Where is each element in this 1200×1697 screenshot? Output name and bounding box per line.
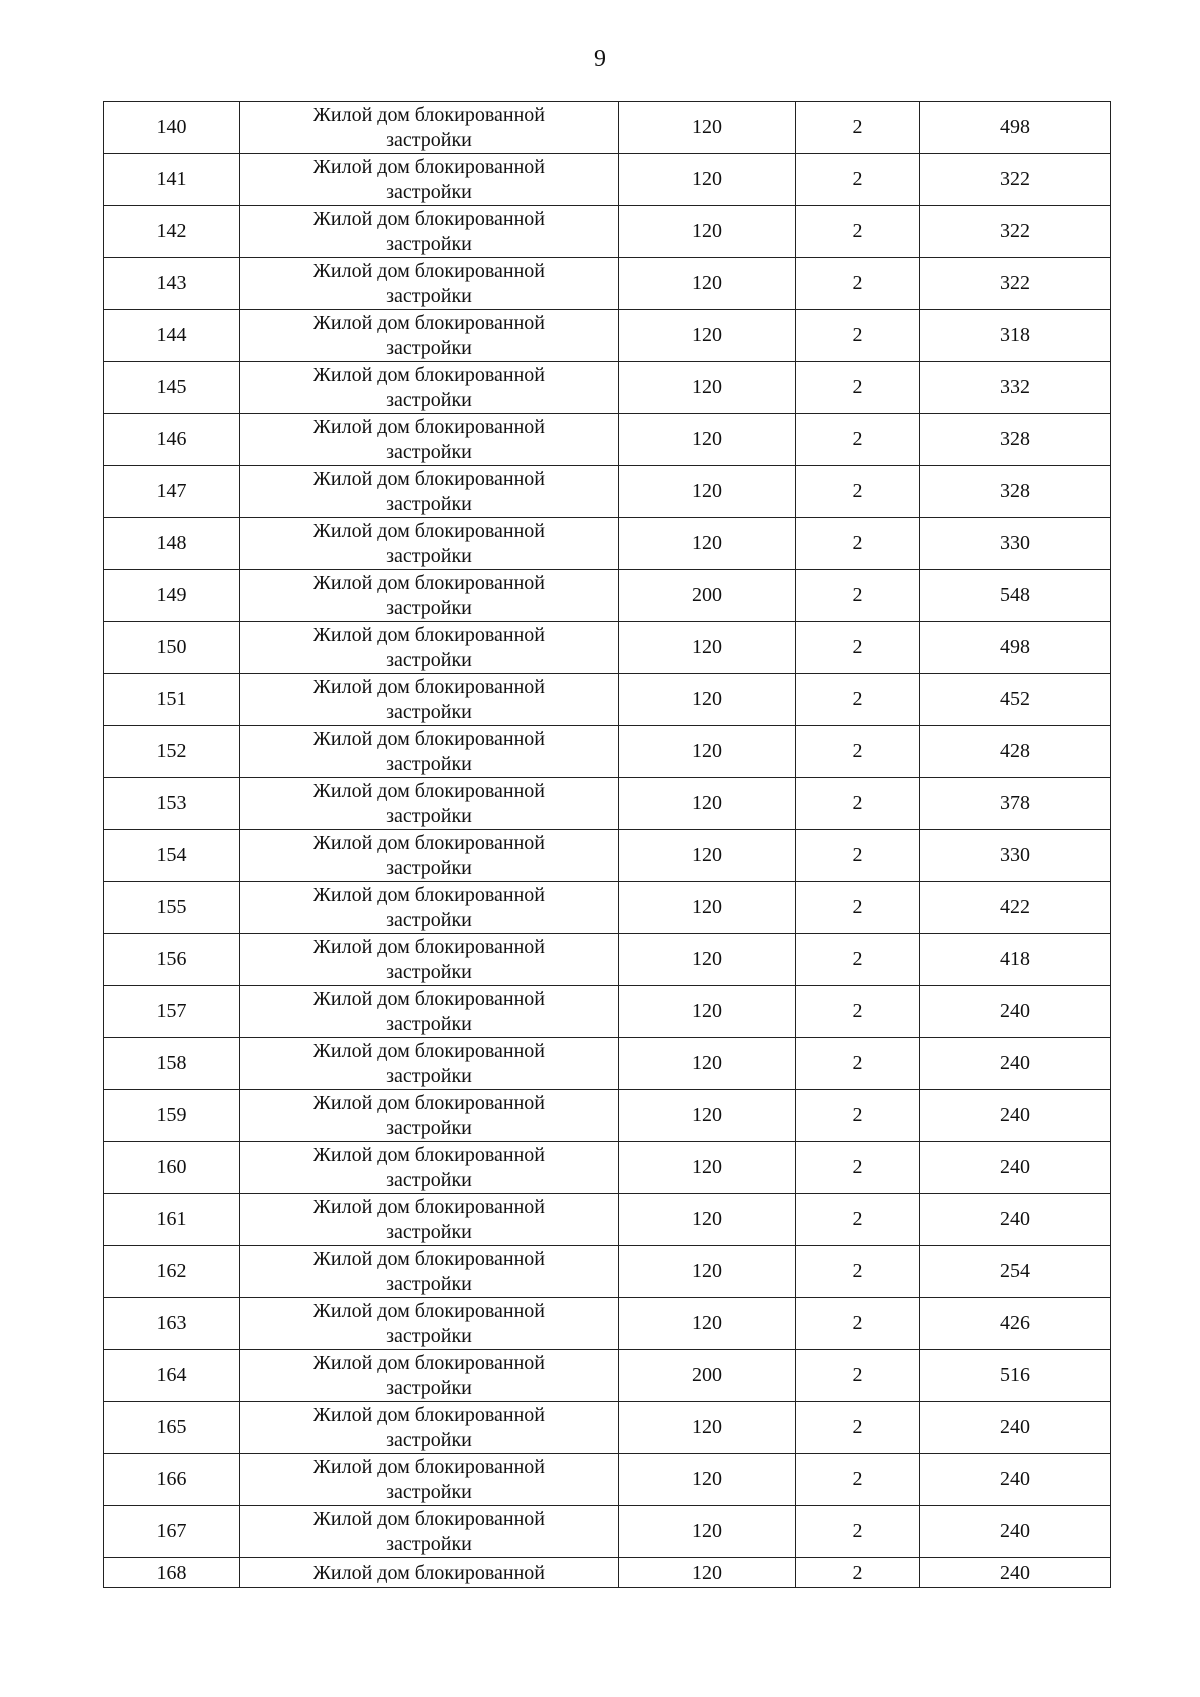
row-number-cell: 148 [104,518,240,570]
column-3-cell: 120 [619,1038,796,1090]
row-number-cell: 145 [104,362,240,414]
column-3-cell: 200 [619,570,796,622]
row-number-cell: 157 [104,986,240,1038]
column-4-cell: 2 [796,102,920,154]
row-number-cell: 154 [104,830,240,882]
building-type-line: Жилой дом блокированной [312,467,545,490]
table-row [104,518,1111,570]
table-body [104,102,1111,1588]
table-row [104,1558,1111,1588]
row-number-cell: 141 [104,154,240,206]
building-type-line: Жилой дом блокированной [312,1455,545,1478]
building-type-line: застройки [386,1480,472,1503]
table-row [104,414,1111,466]
column-5-cell: 322 [920,206,1111,258]
building-type-line: застройки [386,804,472,827]
column-5-cell: 328 [920,466,1111,518]
building-type-cell [240,154,619,206]
table-row [104,1246,1111,1298]
column-5-cell: 240 [920,1194,1111,1246]
column-3-cell: 120 [619,934,796,986]
building-type-line: застройки [386,1324,472,1347]
table-row [104,1090,1111,1142]
column-4-cell: 2 [796,206,920,258]
building-type-line: Жилой дом блокированной [312,415,545,438]
column-4-cell: 2 [796,778,920,830]
column-5-cell: 426 [920,1298,1111,1350]
column-5-cell: 422 [920,882,1111,934]
column-3-cell: 120 [619,1454,796,1506]
column-3-cell: 120 [619,414,796,466]
column-3-cell: 120 [619,154,796,206]
building-type-cell [240,1402,619,1454]
row-number-cell: 162 [104,1246,240,1298]
column-4-cell: 2 [796,622,920,674]
building-type-cell [240,830,619,882]
table-row [104,258,1111,310]
column-3-cell: 120 [619,1506,796,1558]
building-type-line: Жилой дом блокированной [312,259,545,282]
table-row [104,1506,1111,1558]
building-type-line: Жилой дом блокированной [312,987,545,1010]
column-5-cell: 428 [920,726,1111,778]
table-row [104,570,1111,622]
row-number-cell: 151 [104,674,240,726]
building-type-cell [240,986,619,1038]
building-type-line: Жилой дом блокированной [312,1561,545,1584]
building-type-cell [240,1558,619,1588]
table-row [104,1142,1111,1194]
table-row [104,726,1111,778]
column-3-cell: 120 [619,362,796,414]
column-4-cell: 2 [796,310,920,362]
building-type-line: Жилой дом блокированной [312,103,545,126]
table-row [104,674,1111,726]
column-3-cell: 120 [619,258,796,310]
column-4-cell: 2 [796,882,920,934]
column-5-cell: 240 [920,1454,1111,1506]
column-5-cell: 330 [920,518,1111,570]
building-type-line: застройки [386,596,472,619]
building-type-cell [240,622,619,674]
column-5-cell: 318 [920,310,1111,362]
column-4-cell: 2 [796,1506,920,1558]
building-type-line: Жилой дом блокированной [312,1351,545,1374]
column-4-cell: 2 [796,154,920,206]
table-row [104,934,1111,986]
row-number-cell: 168 [104,1558,240,1588]
column-3-cell: 120 [619,986,796,1038]
building-type-line: Жилой дом блокированной [312,727,545,750]
column-3-cell: 120 [619,778,796,830]
table-row [104,154,1111,206]
row-number-cell: 158 [104,1038,240,1090]
column-3-cell: 120 [619,466,796,518]
building-type-line: Жилой дом блокированной [312,935,545,958]
column-3-cell: 120 [619,830,796,882]
column-3-cell: 120 [619,1142,796,1194]
table-row [104,1038,1111,1090]
column-5-cell: 452 [920,674,1111,726]
building-type-cell [240,778,619,830]
building-type-cell [240,570,619,622]
column-3-cell: 120 [619,674,796,726]
building-type-line: застройки [386,856,472,879]
table-row [104,206,1111,258]
column-3-cell: 120 [619,310,796,362]
table-row [104,1298,1111,1350]
buildings-table [103,101,1111,1588]
building-type-line: застройки [386,388,472,411]
column-3-cell: 120 [619,622,796,674]
building-type-cell [240,1194,619,1246]
column-4-cell: 2 [796,1038,920,1090]
building-type-cell [240,1142,619,1194]
building-type-line: застройки [386,1012,472,1035]
row-number-cell: 163 [104,1298,240,1350]
column-3-cell: 120 [619,102,796,154]
building-type-line: Жилой дом блокированной [312,1403,545,1426]
column-4-cell: 2 [796,466,920,518]
building-type-line: Жилой дом блокированной [312,675,545,698]
building-type-cell [240,518,619,570]
building-type-line: Жилой дом блокированной [312,1299,545,1322]
row-number-cell: 153 [104,778,240,830]
row-number-cell: 144 [104,310,240,362]
column-5-cell: 240 [920,1558,1111,1588]
building-type-cell [240,726,619,778]
row-number-cell: 143 [104,258,240,310]
column-4-cell: 2 [796,1402,920,1454]
building-type-cell [240,466,619,518]
building-type-line: застройки [386,1220,472,1243]
row-number-cell: 140 [104,102,240,154]
building-type-line: застройки [386,1272,472,1295]
table-row [104,102,1111,154]
building-type-line: застройки [386,960,472,983]
column-4-cell: 2 [796,1558,920,1588]
column-5-cell: 240 [920,1142,1111,1194]
building-type-line: застройки [386,492,472,515]
table-row [104,622,1111,674]
building-type-line: застройки [386,232,472,255]
column-3-cell: 120 [619,1194,796,1246]
column-4-cell: 2 [796,362,920,414]
column-4-cell: 2 [796,830,920,882]
column-5-cell: 240 [920,986,1111,1038]
page-number: 9 [594,46,606,72]
column-5-cell: 330 [920,830,1111,882]
column-4-cell: 2 [796,1194,920,1246]
building-type-cell [240,1506,619,1558]
building-type-cell [240,362,619,414]
column-5-cell: 332 [920,362,1111,414]
building-type-cell [240,1090,619,1142]
row-number-cell: 155 [104,882,240,934]
row-number-cell: 152 [104,726,240,778]
building-type-cell [240,102,619,154]
building-type-line: застройки [386,700,472,723]
table-row [104,310,1111,362]
building-type-cell [240,674,619,726]
building-type-line: Жилой дом блокированной [312,207,545,230]
row-number-cell: 142 [104,206,240,258]
column-3-cell: 120 [619,1246,796,1298]
building-type-cell [240,414,619,466]
column-4-cell: 2 [796,934,920,986]
table-row [104,830,1111,882]
building-type-cell [240,206,619,258]
column-5-cell: 240 [920,1090,1111,1142]
column-4-cell: 2 [796,674,920,726]
building-type-line: застройки [386,752,472,775]
column-4-cell: 2 [796,1454,920,1506]
building-type-line: Жилой дом блокированной [312,623,545,646]
table-row [104,882,1111,934]
building-type-cell [240,310,619,362]
table-row [104,362,1111,414]
building-type-line: Жилой дом блокированной [312,1091,545,1114]
column-3-cell: 120 [619,1558,796,1588]
column-4-cell: 2 [796,570,920,622]
building-type-line: Жилой дом блокированной [312,571,545,594]
column-4-cell: 2 [796,1090,920,1142]
building-type-line: Жилой дом блокированной [312,155,545,178]
column-5-cell: 240 [920,1506,1111,1558]
building-type-line: застройки [386,1116,472,1139]
column-5-cell: 418 [920,934,1111,986]
column-4-cell: 2 [796,414,920,466]
building-type-line: Жилой дом блокированной [312,1507,545,1530]
building-type-line: застройки [386,1168,472,1191]
building-type-line: Жилой дом блокированной [312,1247,545,1270]
building-type-line: застройки [386,648,472,671]
row-number-cell: 164 [104,1350,240,1402]
row-number-cell: 167 [104,1506,240,1558]
column-4-cell: 2 [796,1246,920,1298]
building-type-line: Жилой дом блокированной [312,831,545,854]
table-row [104,986,1111,1038]
building-type-line: Жилой дом блокированной [312,1143,545,1166]
column-3-cell: 120 [619,206,796,258]
building-type-cell [240,882,619,934]
column-4-cell: 2 [796,986,920,1038]
building-type-line: застройки [386,1532,472,1555]
building-type-cell [240,934,619,986]
table-row [104,1350,1111,1402]
column-3-cell: 120 [619,518,796,570]
table-row [104,466,1111,518]
column-3-cell: 120 [619,1090,796,1142]
building-type-line: застройки [386,284,472,307]
column-5-cell: 328 [920,414,1111,466]
column-5-cell: 498 [920,622,1111,674]
building-type-cell [240,1350,619,1402]
column-4-cell: 2 [796,1142,920,1194]
row-number-cell: 147 [104,466,240,518]
building-type-line: застройки [386,1064,472,1087]
building-type-line: застройки [386,544,472,567]
column-4-cell: 2 [796,726,920,778]
building-type-cell [240,1298,619,1350]
building-type-line: Жилой дом блокированной [312,883,545,906]
row-number-cell: 159 [104,1090,240,1142]
column-5-cell: 322 [920,154,1111,206]
building-type-line: застройки [386,908,472,931]
building-type-line: Жилой дом блокированной [312,519,545,542]
column-4-cell: 2 [796,1350,920,1402]
table-row [104,1402,1111,1454]
table-row [104,778,1111,830]
building-type-line: Жилой дом блокированной [312,311,545,334]
row-number-cell: 156 [104,934,240,986]
building-type-cell [240,1454,619,1506]
column-5-cell: 498 [920,102,1111,154]
building-type-line: застройки [386,1428,472,1451]
column-3-cell: 120 [619,1298,796,1350]
building-type-line: Жилой дом блокированной [312,1039,545,1062]
column-5-cell: 516 [920,1350,1111,1402]
column-5-cell: 378 [920,778,1111,830]
column-4-cell: 2 [796,518,920,570]
building-type-cell [240,1246,619,1298]
column-3-cell: 120 [619,1402,796,1454]
building-type-line: Жилой дом блокированной [312,1195,545,1218]
column-5-cell: 548 [920,570,1111,622]
column-5-cell: 254 [920,1246,1111,1298]
column-5-cell: 240 [920,1402,1111,1454]
building-type-cell [240,258,619,310]
column-5-cell: 240 [920,1038,1111,1090]
row-number-cell: 166 [104,1454,240,1506]
row-number-cell: 161 [104,1194,240,1246]
row-number-cell: 160 [104,1142,240,1194]
building-type-line: застройки [386,128,472,151]
building-type-line: застройки [386,1376,472,1399]
row-number-cell: 149 [104,570,240,622]
column-5-cell: 322 [920,258,1111,310]
column-3-cell: 200 [619,1350,796,1402]
building-type-line: застройки [386,180,472,203]
row-number-cell: 165 [104,1402,240,1454]
table-row [104,1454,1111,1506]
column-3-cell: 120 [619,726,796,778]
column-3-cell: 120 [619,882,796,934]
building-type-line: застройки [386,440,472,463]
column-4-cell: 2 [796,258,920,310]
building-type-line: застройки [386,336,472,359]
building-type-line: Жилой дом блокированной [312,363,545,386]
building-type-line: Жилой дом блокированной [312,779,545,802]
row-number-cell: 146 [104,414,240,466]
column-4-cell: 2 [796,1298,920,1350]
row-number-cell: 150 [104,622,240,674]
building-type-cell [240,1038,619,1090]
table-row [104,1194,1111,1246]
